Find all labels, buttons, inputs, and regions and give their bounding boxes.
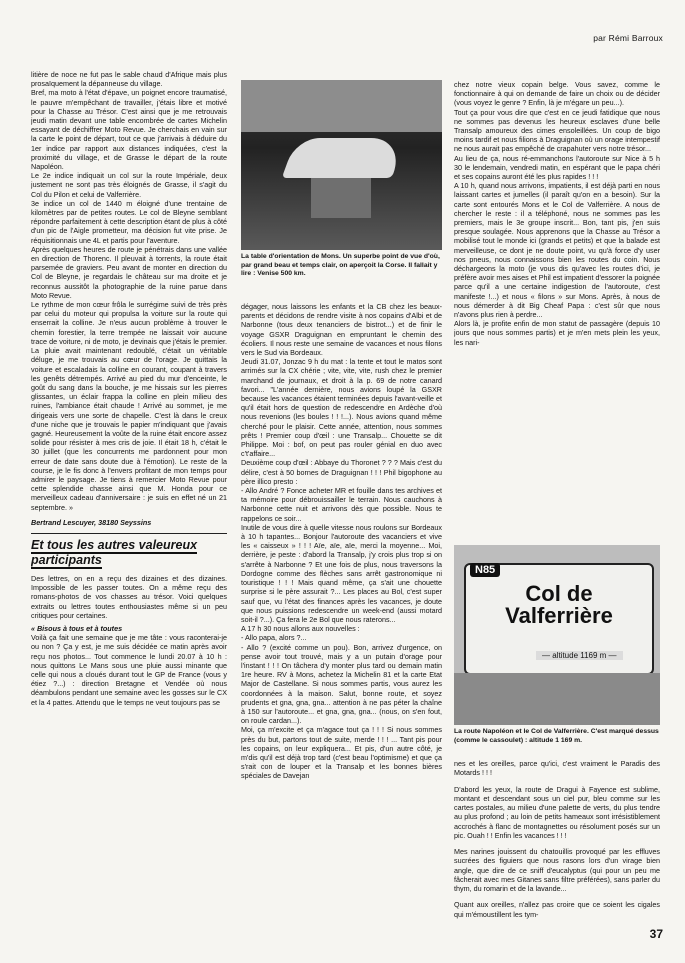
photo-caption: La route Napoléon et le Col de Valferrière. C'est marqué dessus (comme le cassoulet) : altitude 1 169 m. <box>454 728 659 744</box>
paragraph: Voilà ça fait une semaine que je me tâte : vous raconterai-je ou non ? Ça y est, je me suis décidée ce matin après avoir reçu nos photos... Tout commence le lundi 20.07 à 10 h : nous quittons Le Mans sous une pluie aussi minante que celle qui nous a cloués durant tout le GP de France (vous y étiez ?...) : direction Bretagne et Vendée où nous déambulons pendant une semaine avec les gosses sur le CX et la 4 pattes. Attendu que le temps ne veut toujours pas se <box>31 633 227 707</box>
column-2 <box>241 302 442 942</box>
orientation-table-shape <box>282 138 407 178</box>
paragraph: litière de noce ne fut pas le sable chaud d'Afrique mais plus prosaïquement la dépanneuse du village. <box>31 70 227 89</box>
sign-text <box>472 583 646 627</box>
paragraph: chez notre vieux copain belge. Vous savez, comme le fonctionnaire à qui on demande de faire un choix ou de décider (vous voyez le genre ? Enfin, là je m'égare un peu...). <box>454 80 660 108</box>
paragraph: D'abord les yeux, la route de Dragui à Fayence est sublime, montant et descendant sous un ciel pur, bleu comme sur les cartes postales, au milieu d'une palette de verts, du plus tendre au plus profond ; au loin de petits hameaux sont irrésistiblement accrochés à flanc de montagnettes ou résolument posés sur un pic. Ouah ! ! Enfin les vacances ! ! ! <box>454 784 660 840</box>
paragraph: Bref, ma moto à l'état d'épave, un poignet encore traumatisé, le pauvre m'empêchant de travailler, j'étais libre et motivé pour la Chasse au Trésor. C'est ainsi que je me retrouvais jeudi matin devant une table encombrée de cartes Michelin essayant de déchiffrer Moto Revue. Je cherchais en vain sur la carte le point de départ, tout ce que j'arrivais à déduire du 1er indice par rapport aux distances indiquées, c'est la proximité du village, et de Grasse le départ de la route Napoléon. <box>31 88 227 172</box>
section-divider <box>31 533 227 534</box>
paragraph: A 17 h 30 nous allons aux nouvelles : <box>241 624 360 634</box>
road-number-badge: N85 <box>470 563 500 577</box>
paragraph: 3e indice un col de 1440 m éloigné d'une trentaine de kilomètres par de petites routes. Le col de Bleyne semblant répondre parfaitement à cette description étant de plus à côté d'un pic de l'Aigle prometteur, ma décision fut vite prise. Je réquisitionnais une 4L et partis pour l'aventure. <box>31 198 227 245</box>
paragraph: Le 2e indice indiquait un col sur la route Impériale, deux justement ne sont pas très éloignés de Grasse, il s'agit du Col du Pilon et celui de Valferrière. <box>31 171 227 199</box>
photo-ground <box>454 673 660 725</box>
signature: Bertrand Lescuyer, 38180 Seyssins <box>31 517 152 527</box>
sign-line-1: Col de <box>525 581 593 606</box>
sign-line-2: Valferrière <box>505 603 613 628</box>
paragraph: Mes narines jouissent du chatouillis provoqué par les effluves sucrées des figuiers que nous rasons lors d'un virage bien angle, que dire de ce sniff d'eucalyptus (qui pour un peu me fâcherait avec mes Gitanes sans filtre préférées), sans parler du thym, du romarin et de la lavande... <box>454 847 660 893</box>
paragraph: dégager, nous laissons les enfants et la CB chez les beaux-parents et décidons de rendre visite à nos copains d'Albi et de Narbonne (tous deux tenanciers de bistrot...) et de finir le voyage GSXR Draguignan en empruntant le chemin des écoliers. Il nous reste une semaine de vacances et nous filons vers le Sud via Bordeaux. <box>241 302 442 358</box>
paragraph: Alors là, je profite enfin de mon statut de passagère (depuis 10 jours que nous sommes partis) et je m'en mets plein les yeux, les nari- <box>454 319 660 347</box>
paragraph: Après quelques heures de route je pénétrais dans une vallée en direction de Thorenc. Il pleuvait à torrents, la route était parsemée de graviers. Peu avant de monter en direction du Col de Bleyne, je regardais le château sur ma droite et je reconnus aussitôt la photographie de la ruine parue dans Moto Revue. <box>31 244 227 300</box>
paragraph: Moi, ça m'excite et ça m'agace tout ça ! ! ! Si nous sommes près du but, partons tout de suite, merde ! ! ! ... Tant pis pour les copains, on leur expliquera... Et pis, d'un autre côté, je m'dis qu'il est déjà trop tard (c'est beau l'optimisme) et que ça s'rait con de louper et la Transalp et les bonnes bières spéciales de Davejan <box>241 725 442 781</box>
paragraph: - Allo papa, alors ?... <box>241 633 307 643</box>
letter-subhead: « Bisous à tous et à toutes <box>31 623 123 633</box>
road-sign <box>464 563 654 675</box>
sign-altitude: — altitude 1169 m — <box>536 651 623 660</box>
photo-caption: La table d'orientation de Mons. Un superbe point de vue d'où, par grand beau et temps clair, on aperçoit la Corse. Il fallait y lire : Venise 500 km. <box>241 253 440 278</box>
paragraph: Tout ça pour vous dire que c'est en ce jeudi fatidique que nous ne sommes pas devenus les heureux esclaves d'une belle Transalp amoureux des cimes ensoleillées. Un coup de bigo moins tardif et nous filions à Draguignan où un orage intempestif ne nous aurait pas empêché de crapahuter vers notre trésor... <box>454 107 660 154</box>
page-number: 37 <box>649 927 663 941</box>
paragraph: - Allo ? (excité comme un pou). Bon, arrivez d'urgence, on pense avoir tout trouvé, mais y a un putain d'orage pour l'instant ! ! ! On tâchera d'y monter plus tard ou demain matin 1re heure. RV à Mons, achetez la Michelin 81 et la carte Etat Major de Castellane. Si nous sommes partis, vous aurez les coordonnées à la maison. Salut, bonne route, et soyez prudents et gna, gna, gna... attention à ne pas péter la chaîne à 150 sur l'autoroute... et gna, gna, gna... (nous, on s'en fout, on roule cardan...). <box>241 642 442 726</box>
paragraph: Au lieu de ça, nous ré-emmanchons l'autoroute sur Nice à 5 h 30 le lendemain, vendredi matin, en espérant que le papa chéri et ses copains auront été les plus rapides ! ! ! <box>454 153 660 182</box>
col-valferriere-sign-photo <box>454 545 660 725</box>
paragraph: Inutile de vous dire à quelle vitesse nous roulons sur Bordeaux à 10 h tapantes... Bonjour l'autoroute des vacanciers et vive les « caisseux » ! ! ! Aïe, aïe, aïe, merci la moyenne... Moi, derrière, je peste : d'abord la Transalp, j'y crois plus trop si on s'arrête à Narbonne ? Et une fois de plus, nous traversons la Dordogne comme des flèches sans arrêt gastronomique ni touristique ! ! ! Mais quand même, ça s'ait une chouette surprise si le père assurait ?... Les places au Bol, c'est super sauf que, vu l'état des finances après les vacances, je doute que nous puissions redescendre un week-end (aussi motard soit-il ?...). Ça fera le 2e Bol que nous raterons... <box>241 522 442 624</box>
column-3 <box>454 80 660 540</box>
section-title <box>31 538 227 568</box>
paragraph: Jeudi 31.07, Jonzac 9 h du mat : la tente et tout le matos sont arrimés sur la CX chérie ; vite, vite, vite, rush chez le premier marchand de journaux, et droit à la p. 69 de notre canard favori... "L'année dernière, nous avions loupé la GSXR because les vacances étaient terminées depuis l'avant-veille et qu'il était hors de question de redescendre en Ardèche d'où nous revenions (les boules ! ! !...). Nous avions quand même cherché pour le plaisir. Cette année, attention, nous sommes prêts ! Premier coup d'œil : une Transalp... Chouette se dit Philippe. Moi : bof, on peut pas rouler génial en duo avec c't'affaire... <box>241 357 442 459</box>
column-1 <box>31 70 227 940</box>
paragraph: A 10 h, quand nous arrivons, impatients, il est déjà parti en nous laissant cartes et jumelles (il paraît qu'on en a besoin). Sur la carte sont entourés Mons et le Col de Valferrière. A nous de chercher le reste : il a téléphoné, nous ne sommes pas les premiers, mais le 3e groupe inscrit... Bon, tant pis, j'en suis presque soulagée. Nous apprenons que la Chasse au Trésor a mobilisé tout le monde ici (grands et petits) et que la balade est merveilleuse, ce dont je ne doute point, vu qu'à force d'y user nos pneus, nous connaissons bien les routes du coin. Nous déchargeons la moto (je vous dis qu'avec les routes d'ici, je préfère avoir mes aises et Phil est impatient d'essorer la poignée parce qu'il a une certaine indigestion de l'autoroute, c'est manifeste !...) et nous « filons » sur Mons. Après, à nous de nous démerder à dit Big Cheaf Papa : c'est sûr que nous n'avons plus rien à perdre... <box>454 181 660 320</box>
paragraph: nes et les oreilles, parce qu'ici, c'est vraiment le Paradis des Motards ! ! ! <box>454 759 660 778</box>
column-3-continued <box>454 752 660 937</box>
photo-sky <box>241 80 442 132</box>
orientation-table-photo <box>241 80 442 250</box>
paragraph: Quant aux oreilles, n'allez pas croire que ce soient les cigales qui m'émoustillent les tym- <box>454 900 660 919</box>
table-base-shape <box>311 178 371 218</box>
paragraph: Le rythme de mon cœur frôla le surrégime suivi de très près par celui du moteur qui propulsa la voiture sur la route qui enserrait la colline. Je n'eus aucun problème à trouver le chemin forestier, la terre trempée ne laissait voir aucune trace de voiture, ni de moto, je devinais que j'étais le premier. La pluie avait maintenant redoublé, c'était un véritable déluge, je me trouvais au cœur de l'orage. Je quittais la voiture et escaladais la colline en courant, coupant à travers les genêts détrempés. Arrivé au pied du mur d'enceinte, le goût du sang dans la bouche, je me hissais sur les pierres glissantes, un éclair frappa la colline en plein milieu des ruines, l'ambiance était chaude ! Arrivé au sommet, je me dirigeais vers une sorte de chapelle. C'est là dans le creux d'une niche que je trouvais le papier m'indiquant que j'avais gagné. Heureusement la voûte de la ruine était encore assez solide pour résister à mes cris de joie. Il était 18 h, c'était le 30 juillet (que les concurrents me pardonnent pour mon erreur de date sans doute due à l'émotion). Le reste de la course, je le fis donc à l'envers profitant de mon temps pour admirer le paysage. Je tiens à remercier Moto Revue pour cette splendide chasse ainsi que M. Honda pour ce merveilleux cadeau d'anniversaire : je suis en effet né un 21 septembre. » <box>31 300 227 512</box>
paragraph: Des lettres, on en a reçu des dizaines et des dizaines. Impossible de les passer toutes. On a même reçu des romans-photos de vos chasses au trésor. Voici quelques extraits ou lettres toutes enthousiastes même si un peu critiques pour certaines. <box>31 573 227 620</box>
paragraph: - Allo André ? Fonce acheter MR et fouille dans tes archives et ta mémoire pour débrouissailler le terrain. Nous cauchons à Narbonne cette nuit et arrivons dès que possible. Nous te rappelons ce soir... <box>241 486 442 523</box>
author-credit: par Rémi Barroux <box>593 33 663 43</box>
paragraph: Deuxième coup d'œil : Abbaye du Thoronet ? ? ? Mais c'est du délire, c'est à 50 bornes de Draguignan ! ! ! Phil bigophone au père illico presto : <box>241 458 442 486</box>
section-title-text: Et tous les autres valeureux participants <box>31 537 198 567</box>
